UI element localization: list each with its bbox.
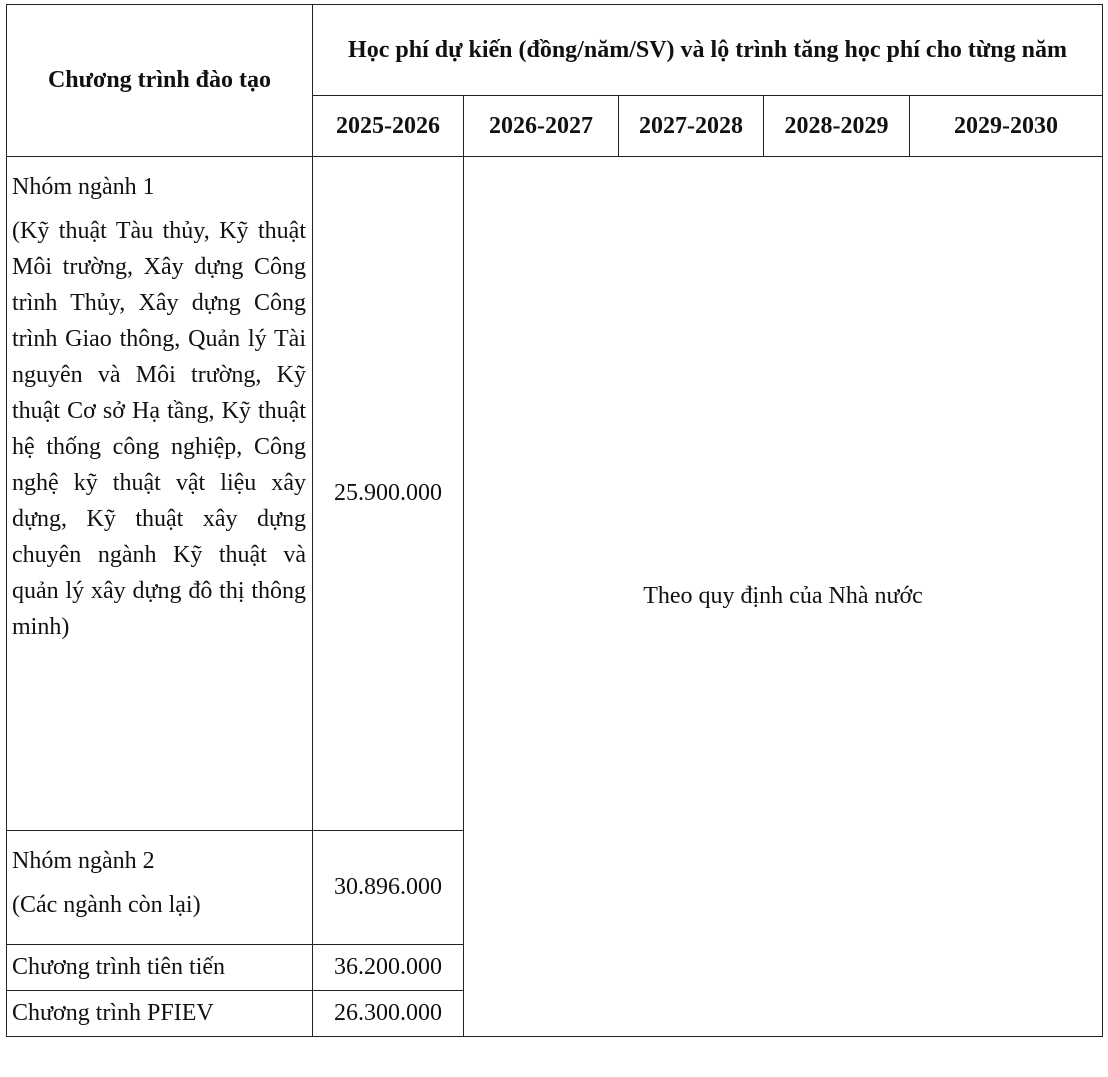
program-name: Chương trình tiên tiến bbox=[7, 945, 313, 991]
program-column-header: Chương trình đào tạo bbox=[7, 5, 313, 157]
fee-cell: 26.300.000 bbox=[313, 991, 464, 1037]
program-cell bbox=[7, 831, 313, 945]
table-row bbox=[7, 157, 1103, 831]
tuition-table bbox=[6, 4, 1103, 1037]
program-detail: (Kỹ thuật Tàu thủy, Kỹ thuật Môi trường, Xây dựng Công trình Thủy, Xây dựng Công trình Giao thông, Quản lý Tài nguyên và Môi trường, Kỹ thuật Cơ sở Hạ tầng, Kỹ thuật hệ thống công nghiệp, Công nghệ kỹ thuật vật liệu xây dựng, Kỹ thuật xây dựng chuyên ngành Kỹ thuật và quản lý xây dựng đô thị thông minh) bbox=[12, 218, 306, 640]
fee-cell: 25.900.000 bbox=[313, 157, 464, 831]
program-name: Chương trình PFIEV bbox=[7, 991, 313, 1037]
program-cell bbox=[7, 157, 313, 831]
fee-cell: 36.200.000 bbox=[313, 945, 464, 991]
fee-cell: 30.896.000 bbox=[313, 831, 464, 945]
year-header: 2028-2029 bbox=[764, 96, 910, 157]
program-detail: (Các ngành còn lại) bbox=[12, 892, 201, 918]
year-header: 2025-2026 bbox=[313, 96, 464, 157]
later-years-note: Theo quy định của Nhà nước bbox=[464, 157, 1103, 1037]
fee-schedule-header: Học phí dự kiến (đồng/năm/SV) và lộ trình tăng học phí cho từng năm bbox=[313, 5, 1103, 96]
year-header: 2027-2028 bbox=[619, 96, 764, 157]
program-name: Nhóm ngành 1 bbox=[12, 174, 155, 200]
year-header: 2026-2027 bbox=[464, 96, 619, 157]
year-header: 2029-2030 bbox=[910, 96, 1103, 157]
program-name: Nhóm ngành 2 bbox=[12, 848, 155, 874]
